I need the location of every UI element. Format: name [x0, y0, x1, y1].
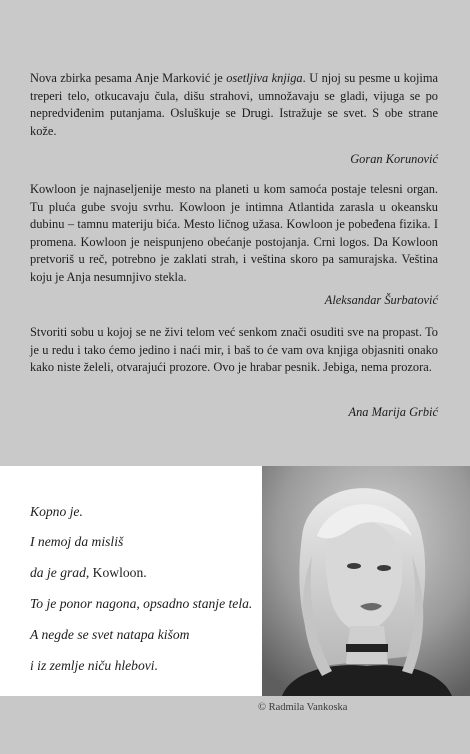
blurb-author: Ana Marija Grbić — [348, 405, 438, 419]
photo-credit: © Radmila Vankoska — [258, 702, 348, 713]
poem-line: Kopno je. — [30, 504, 83, 519]
poem-line: i iz zemlje niču hlebovi. — [30, 658, 158, 673]
blurb-text-italic: osetljiva knjiga — [226, 71, 303, 85]
blurb-author: Goran Korunović — [350, 152, 438, 166]
blurb-text: . U njoj su pesme u kojima treperi telo, otkucavaju čula, dišu strahovi, umnožavaju se gladi, vijuga se po nepredviđenim putanjama. Osluškuje se Drugi. Istražuje se svet. S obe strane kože. — [30, 71, 438, 138]
blurb-text: Nova zbirka pesama Anje Marković je — [30, 71, 227, 85]
poem-line: da je grad, Kowloon. — [30, 565, 147, 580]
blurb-korunovic — [30, 70, 438, 140]
poem-line: A negde se svet natapa kišom — [30, 627, 190, 642]
blurb-grbic: Stvoriti sobu u kojoj se ne živi telom već senkom znači osuditi sve na propast. To je u redu i tako ćemo jedino i naći mir, i baš to će vam ova knjiga objasniti onako kako niste želeli, otvarajući prozore. Ovo je hrabar pesnik. Jebiga, nema prozora. — [30, 325, 438, 375]
poem-line: To je ponor nagona, opsadno stanje tela. — [30, 596, 253, 611]
author-portrait-photo — [262, 466, 470, 696]
blurb-author: Aleksandar Šurbatović — [324, 293, 438, 307]
blurb-surbatovic: Kowloon je najnaseljenije mesto na planeti u kom samoća postaje telesni organ. Tu pluća gube svoju svrhu. Kowloon je intimna Atlantida zarasla u okeansku dubinu – tamnu materiju bića. Mesto ličnog užasa. Kowloon je pobeđena fizika. I promena. Kowloon je neispunjeno obećanje postojanja. Crni logos. Da Kowloon pretvoriš u reč, potrebno je zaklati strah, i veština skoro pa samurajska. Veština koju je Anja nesumnjivo stekla. — [30, 182, 438, 284]
portrait-illustration — [262, 466, 470, 696]
poem-line: I nemoj da misliš — [30, 534, 124, 549]
